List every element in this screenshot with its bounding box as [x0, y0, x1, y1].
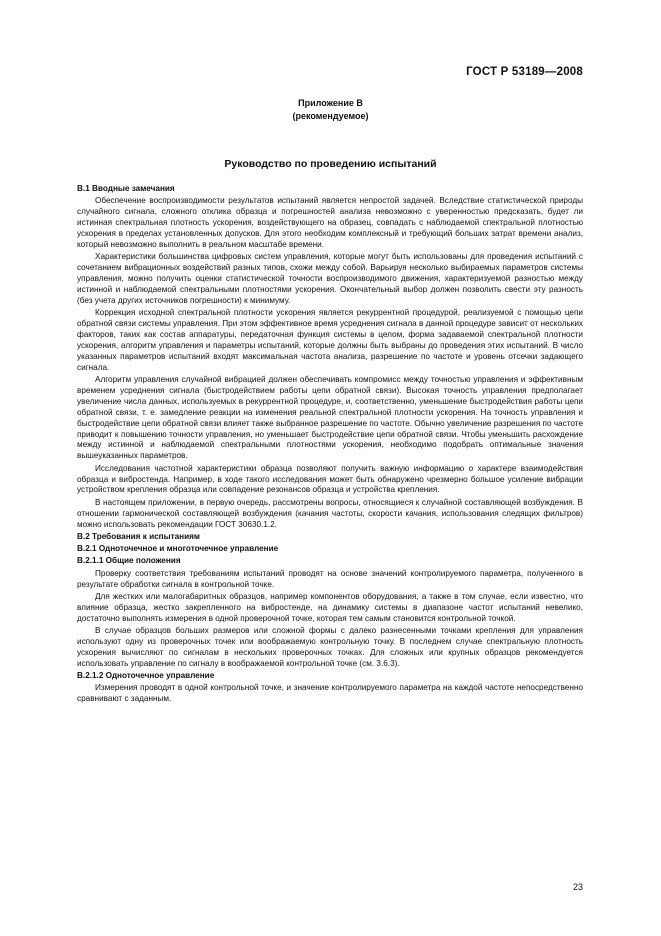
appendix-heading: [0, 97, 661, 123]
paragraph: В настоящем приложении, в первую очередь, рассмотрены вопросы, относящиеся к случайной составляющей возбуждения. В отношении гармонической составляющей возбуждения (качания частоты, скорости качания, использования следящих фильтров) можно использовать рекомендации ГОСТ 30630.1.2.: [77, 497, 583, 529]
document-body: [77, 184, 583, 707]
paragraph: Для жестких или малогабаритных образцов, например компонентов оборудования, а также в том случае, если известно, что влияние образца, жестко закрепленного на вибростенде, на динамику системы в диапазоне частот испытаний невелико, достаточно выполнять измерения в одной проверочной точке, которая тем самым становится контрольной точкой.: [77, 591, 583, 623]
paragraph: Алгоритм управления случайной вибрацией должен обеспечивать компромисс между точностью управления и эффективным временем усреднения сигнала (быстродействием работы цепи обратной связи). Высокая точность управления предполагает увеличение числа данных, используемых в рекуррентной процедуре, и, соответственно, уменьшение быстродействия работы цепи обратной связи, т. е. замедление реакции на изменения реальной спектральной плотности ускорения. На точность управления и быстродействие цепи обратной связи влияет также выбранное разрешение по частоте. Обычно увеличение разрешения по частоте приводит к повышению точности управления, но уменьшает быстродействие цепи обратной связи. Чтобы уменьшить расхождение между истинной и наблюдаемой спектральными плотностями ускорения, необходимо подобрать оптимальные значения вышеуказанных параметров.: [77, 374, 583, 461]
paragraph: Проверку соответствия требованиям испытаний проводят на основе значений контролируемого параметра, полученного в результате обработки сигнала в контрольной точке.: [77, 568, 583, 589]
paragraph: Характеристики большинства цифровых систем управления, которые могут быть использованы для проведения испытаний с сочетанием вибрационных воздействий разных типов, схожи между собой. Варьируя несколько выбираемых параметров системы управления, можно получить оценки статистической точности воспроизводимого движения, характеризуемой разностью между истинной и наблюдаемой спектральными плотностями ускорения. Окончательный выбор должен позволить свести эту разность (без учета других источников погрешности) к минимуму.: [77, 252, 583, 305]
subsection-heading: В.2.1 Одноточечное и многоточечное управление: [77, 544, 279, 554]
paragraph: Исследования частотной характеристики образца позволяют получить важную информацию о характере взаимодействия образца и вибростенда. Например, в ходе такого исследования может быть обнаружено чрезмерно большое усиление вибрации устройством крепления образца или совпадение резонансов образца и устройства крепления.: [77, 463, 583, 495]
section-heading: В.2 Требования к испытаниям: [77, 531, 200, 541]
subsection-heading: В.2.1.1 Общие положения: [77, 556, 181, 566]
page-title: Руководство по проведению испытаний: [224, 158, 437, 170]
paragraph: Обеспечение воспроизводимости результатов испытаний является непростой задачей. Вследствие статистической природы случайного сигнала, сложного отклика образца и погрешностей анализа невозможно с уверенностью предсказать, будет ли истинная спектральная плотность ускорения, воздействующего на образец, совпадать с наблюдаемой спектральной плотностью ускорения в пределах установленных допусков. Для этого необходим комплексный и требующий больших затрат времени анализ, который невозможно выполнить в реальном масштабе времени.: [77, 196, 583, 249]
paragraph: Измерения проводят в одной контрольной точке, и значение контролируемого параметра на каждой частоте непосредственно сравнивают с заданным.: [77, 683, 583, 704]
subsection-heading: В.2.1.2 Одноточечное управление: [77, 671, 215, 681]
standard-number: ГОСТ Р 53189—2008: [466, 66, 583, 78]
appendix-label: Приложение В: [298, 98, 363, 108]
paragraph: В случае образцов больших размеров или сложной формы с далеко разнесенными точками крепления для управления используют одну из проверочных точек или воображаемую контрольную точку. В последнем случае спектральную плотность ускорения вычисляют по сигналам в нескольких проверочных точках. Для сложных или крупных образцов рекомендуется использовать управление по сигналу в воображаемой контрольной точке (см. 3.6.3).: [77, 626, 583, 668]
appendix-status: (рекомендуемое): [292, 111, 369, 121]
paragraph: Коррекция исходной спектральной плотности ускорения является рекуррентной процедурой, реализуемой с помощью цепи обратной связи системы управления. При этом эффективное время усреднения сигнала в данной процедуре зависит от нескольких факторов, таких как состав аппаратуры, передаточная функция системы в целом, форма задаваемой спектральной плотности ускорения, алгоритм управления и параметры испытаний, которые должны быть выбраны до проведения этих испытаний. В число указанных параметров испытаний входят максимальная частота анализа, разрешение по частоте и уровень отсечки задающего сигнала.: [77, 308, 583, 372]
section-heading: В.1 Вводные замечания: [77, 184, 175, 193]
page-number: 23: [572, 882, 583, 892]
